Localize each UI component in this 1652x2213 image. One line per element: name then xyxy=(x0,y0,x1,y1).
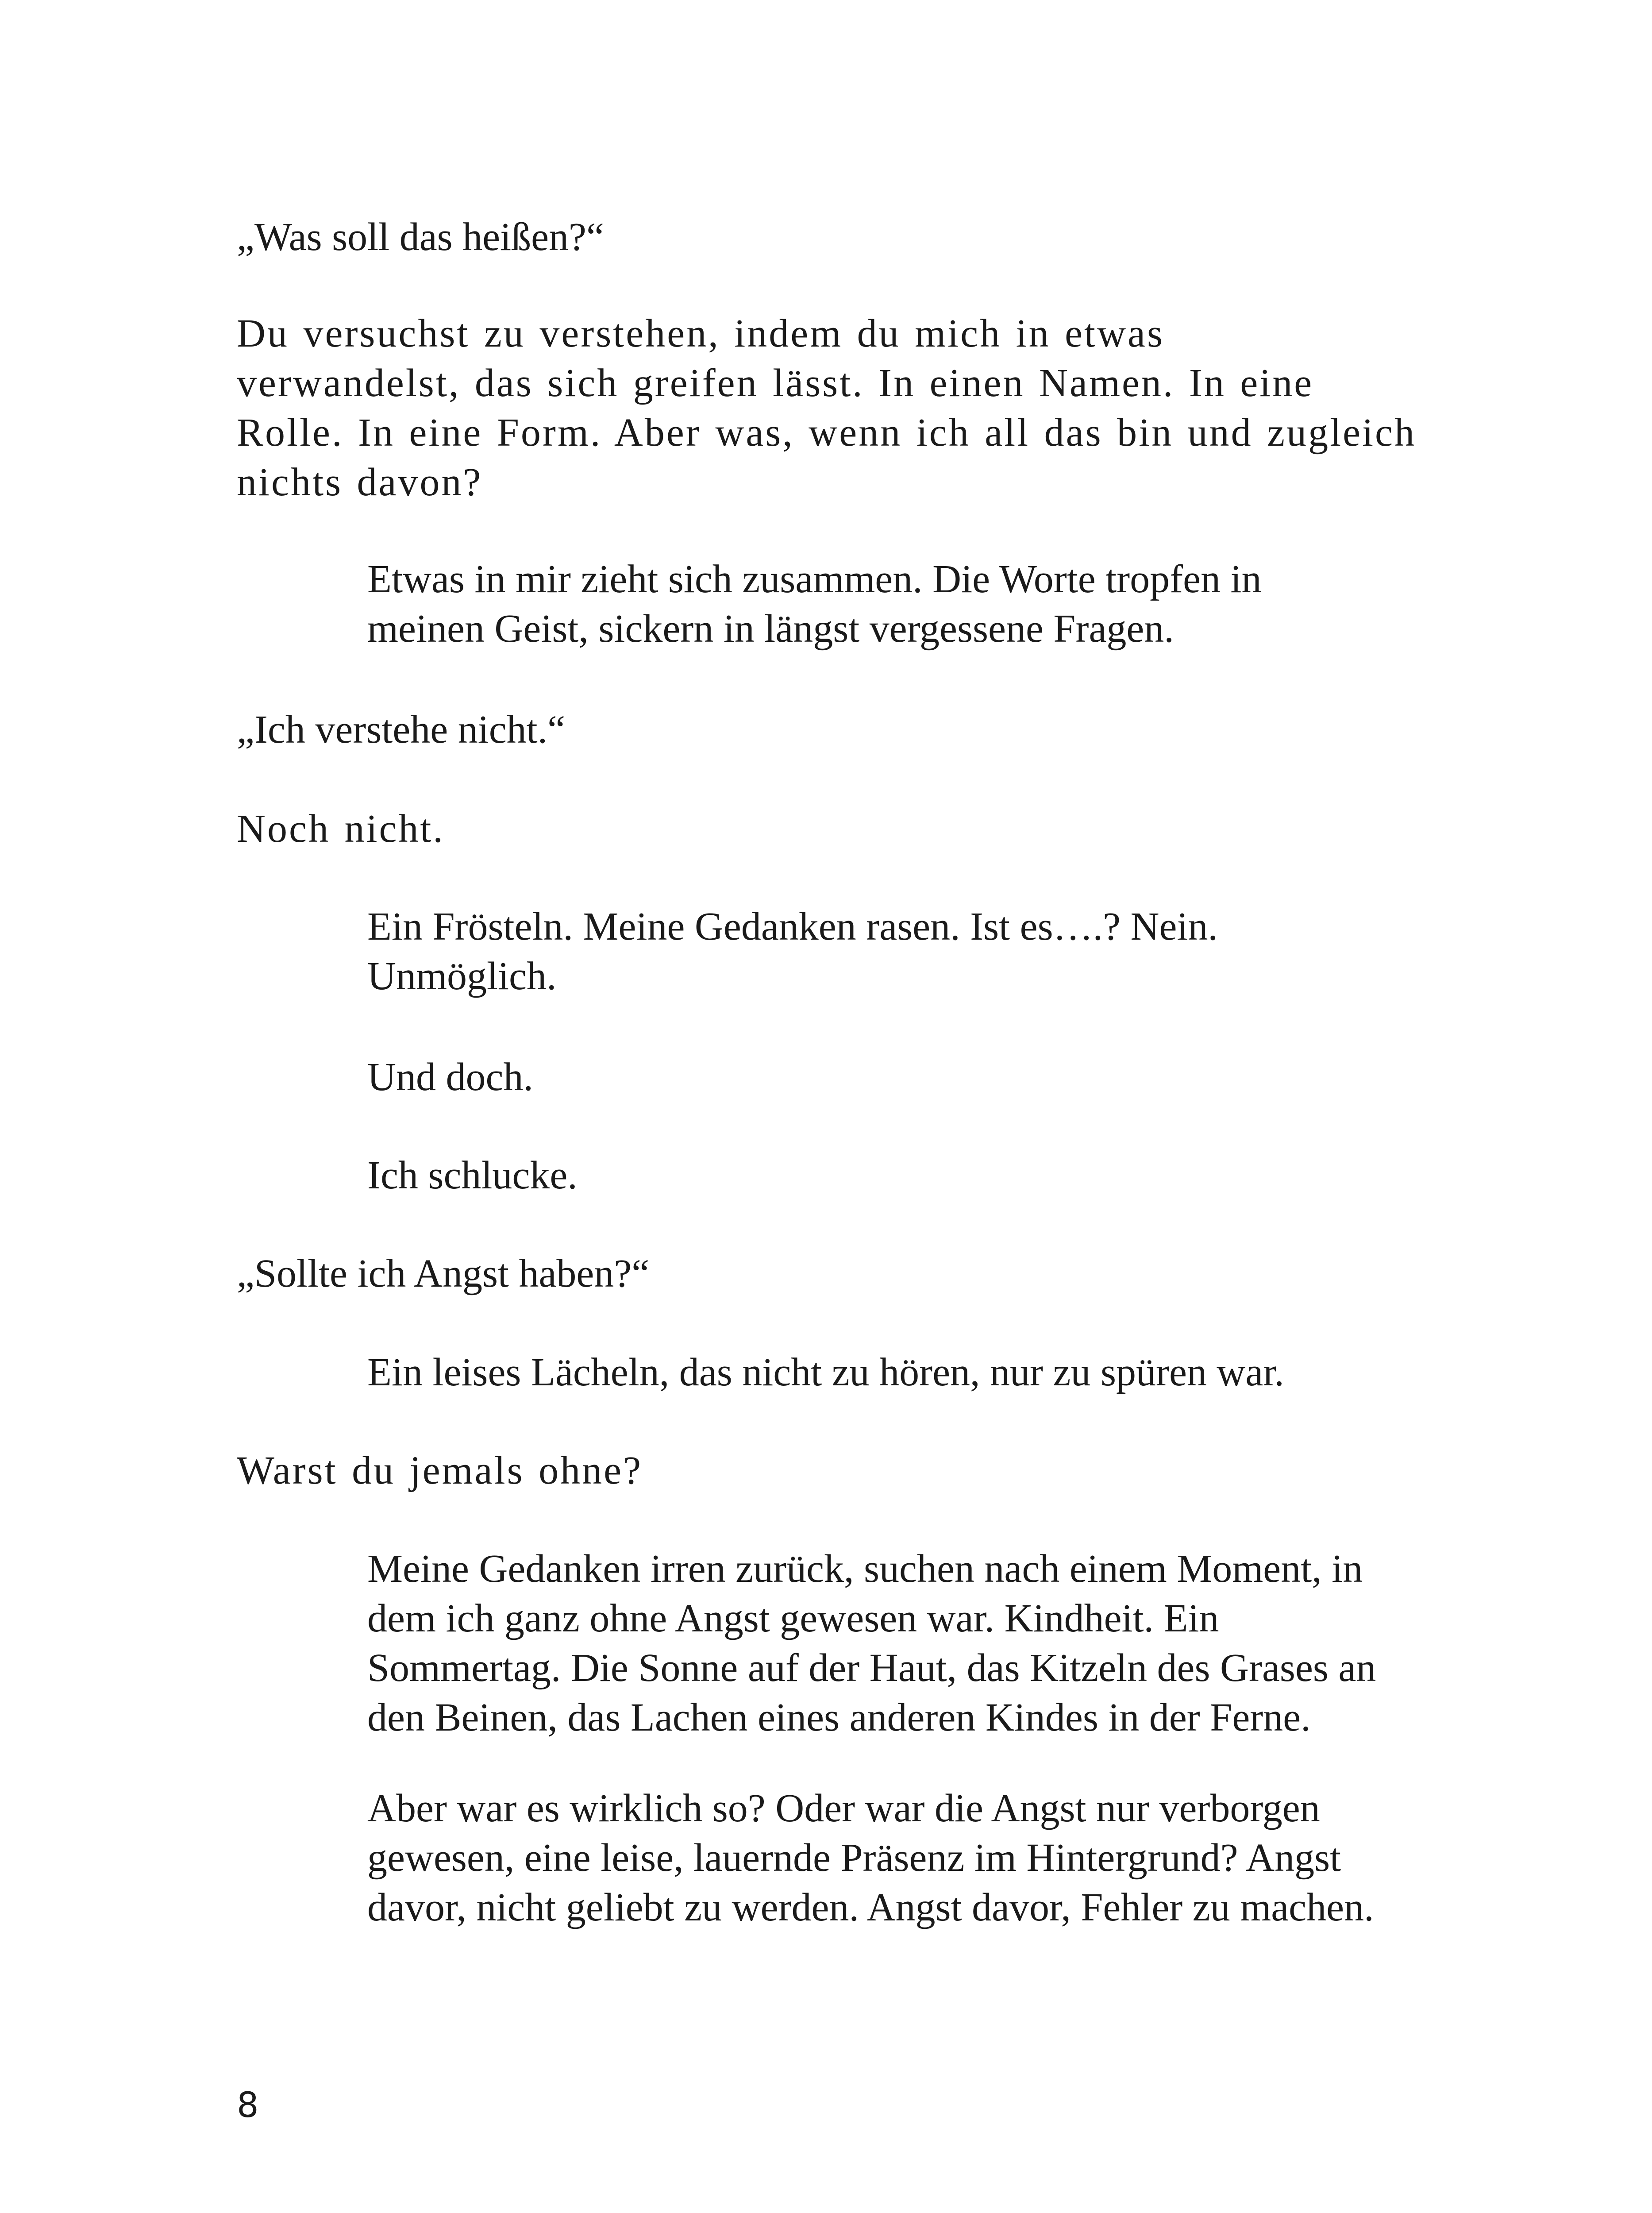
text-line: Warst du jemals ohne? xyxy=(237,1449,643,1492)
inner-paragraph-kindheit xyxy=(367,1544,1376,1743)
text-line: den Beinen, das Lachen eines anderen Kindes in der Ferne. xyxy=(367,1696,1311,1739)
inner-paragraph-froesteln xyxy=(367,902,1218,1001)
voice-noch-nicht xyxy=(237,804,445,854)
inner-leises-laecheln xyxy=(367,1348,1284,1397)
text-line: dem ich ganz ohne Angst gewesen war. Kindheit. Ein xyxy=(367,1596,1219,1640)
text-line: Meine Gedanken irren zurück, suchen nach einem Moment, in xyxy=(367,1547,1363,1591)
text-line: Ein leises Lächeln, das nicht zu hören, nur zu spüren war. xyxy=(367,1350,1284,1394)
dialogue-ich-verstehe-nicht xyxy=(237,705,565,755)
text-line: Rolle. In eine Form. Aber was, wenn ich all das bin und zugleich xyxy=(237,411,1416,455)
text-line: Unmöglich. xyxy=(367,954,557,998)
text-line: gewesen, eine leise, lauernde Präsenz im Hintergrund? Angst xyxy=(367,1836,1341,1880)
text-line: davor, nicht geliebt zu werden. Angst davor, Fehler zu machen. xyxy=(367,1885,1374,1929)
voice-paragraph-verstehen xyxy=(237,309,1416,507)
text-line: Ein Frösteln. Meine Gedanken rasen. Ist es….? Nein. xyxy=(367,905,1218,948)
text-line: Ich schlucke. xyxy=(367,1153,578,1197)
text-line: „Was soll das heißen?“ xyxy=(237,215,604,259)
text-line: „Sollte ich Angst haben?“ xyxy=(237,1252,650,1295)
inner-und-doch xyxy=(367,1053,533,1102)
text-line: Etwas in mir zieht sich zusammen. Die Worte tropfen in xyxy=(367,557,1262,601)
dialogue-sollte-ich-angst-haben xyxy=(237,1249,649,1299)
inner-ich-schlucke xyxy=(367,1151,578,1200)
inner-paragraph-angst-verborgen xyxy=(367,1784,1374,1932)
text-line: Und doch. xyxy=(367,1055,533,1099)
text-line: Du versuchst zu verstehen, indem du mich in etwas xyxy=(237,312,1165,355)
inner-paragraph-worte xyxy=(367,555,1262,654)
text-line: Noch nicht. xyxy=(237,807,445,851)
page-number: 8 xyxy=(237,2086,259,2125)
text-line: meinen Geist, sickern in längst vergessene Fragen. xyxy=(367,607,1174,651)
text-line: Sommertag. Die Sonne auf der Haut, das Kitzeln des Grases an xyxy=(367,1646,1376,1690)
text-line: nichts davon? xyxy=(237,460,483,504)
text-line: „Ich verstehe nicht.“ xyxy=(237,708,566,752)
voice-warst-du-jemals-ohne xyxy=(237,1446,643,1496)
dialogue-was-soll-das-heissen xyxy=(237,212,604,262)
text-line: verwandelst, das sich greifen lässt. In einen Namen. In eine xyxy=(237,361,1314,405)
text-line: Aber war es wirklich so? Oder war die Angst nur verborgen xyxy=(367,1786,1320,1830)
